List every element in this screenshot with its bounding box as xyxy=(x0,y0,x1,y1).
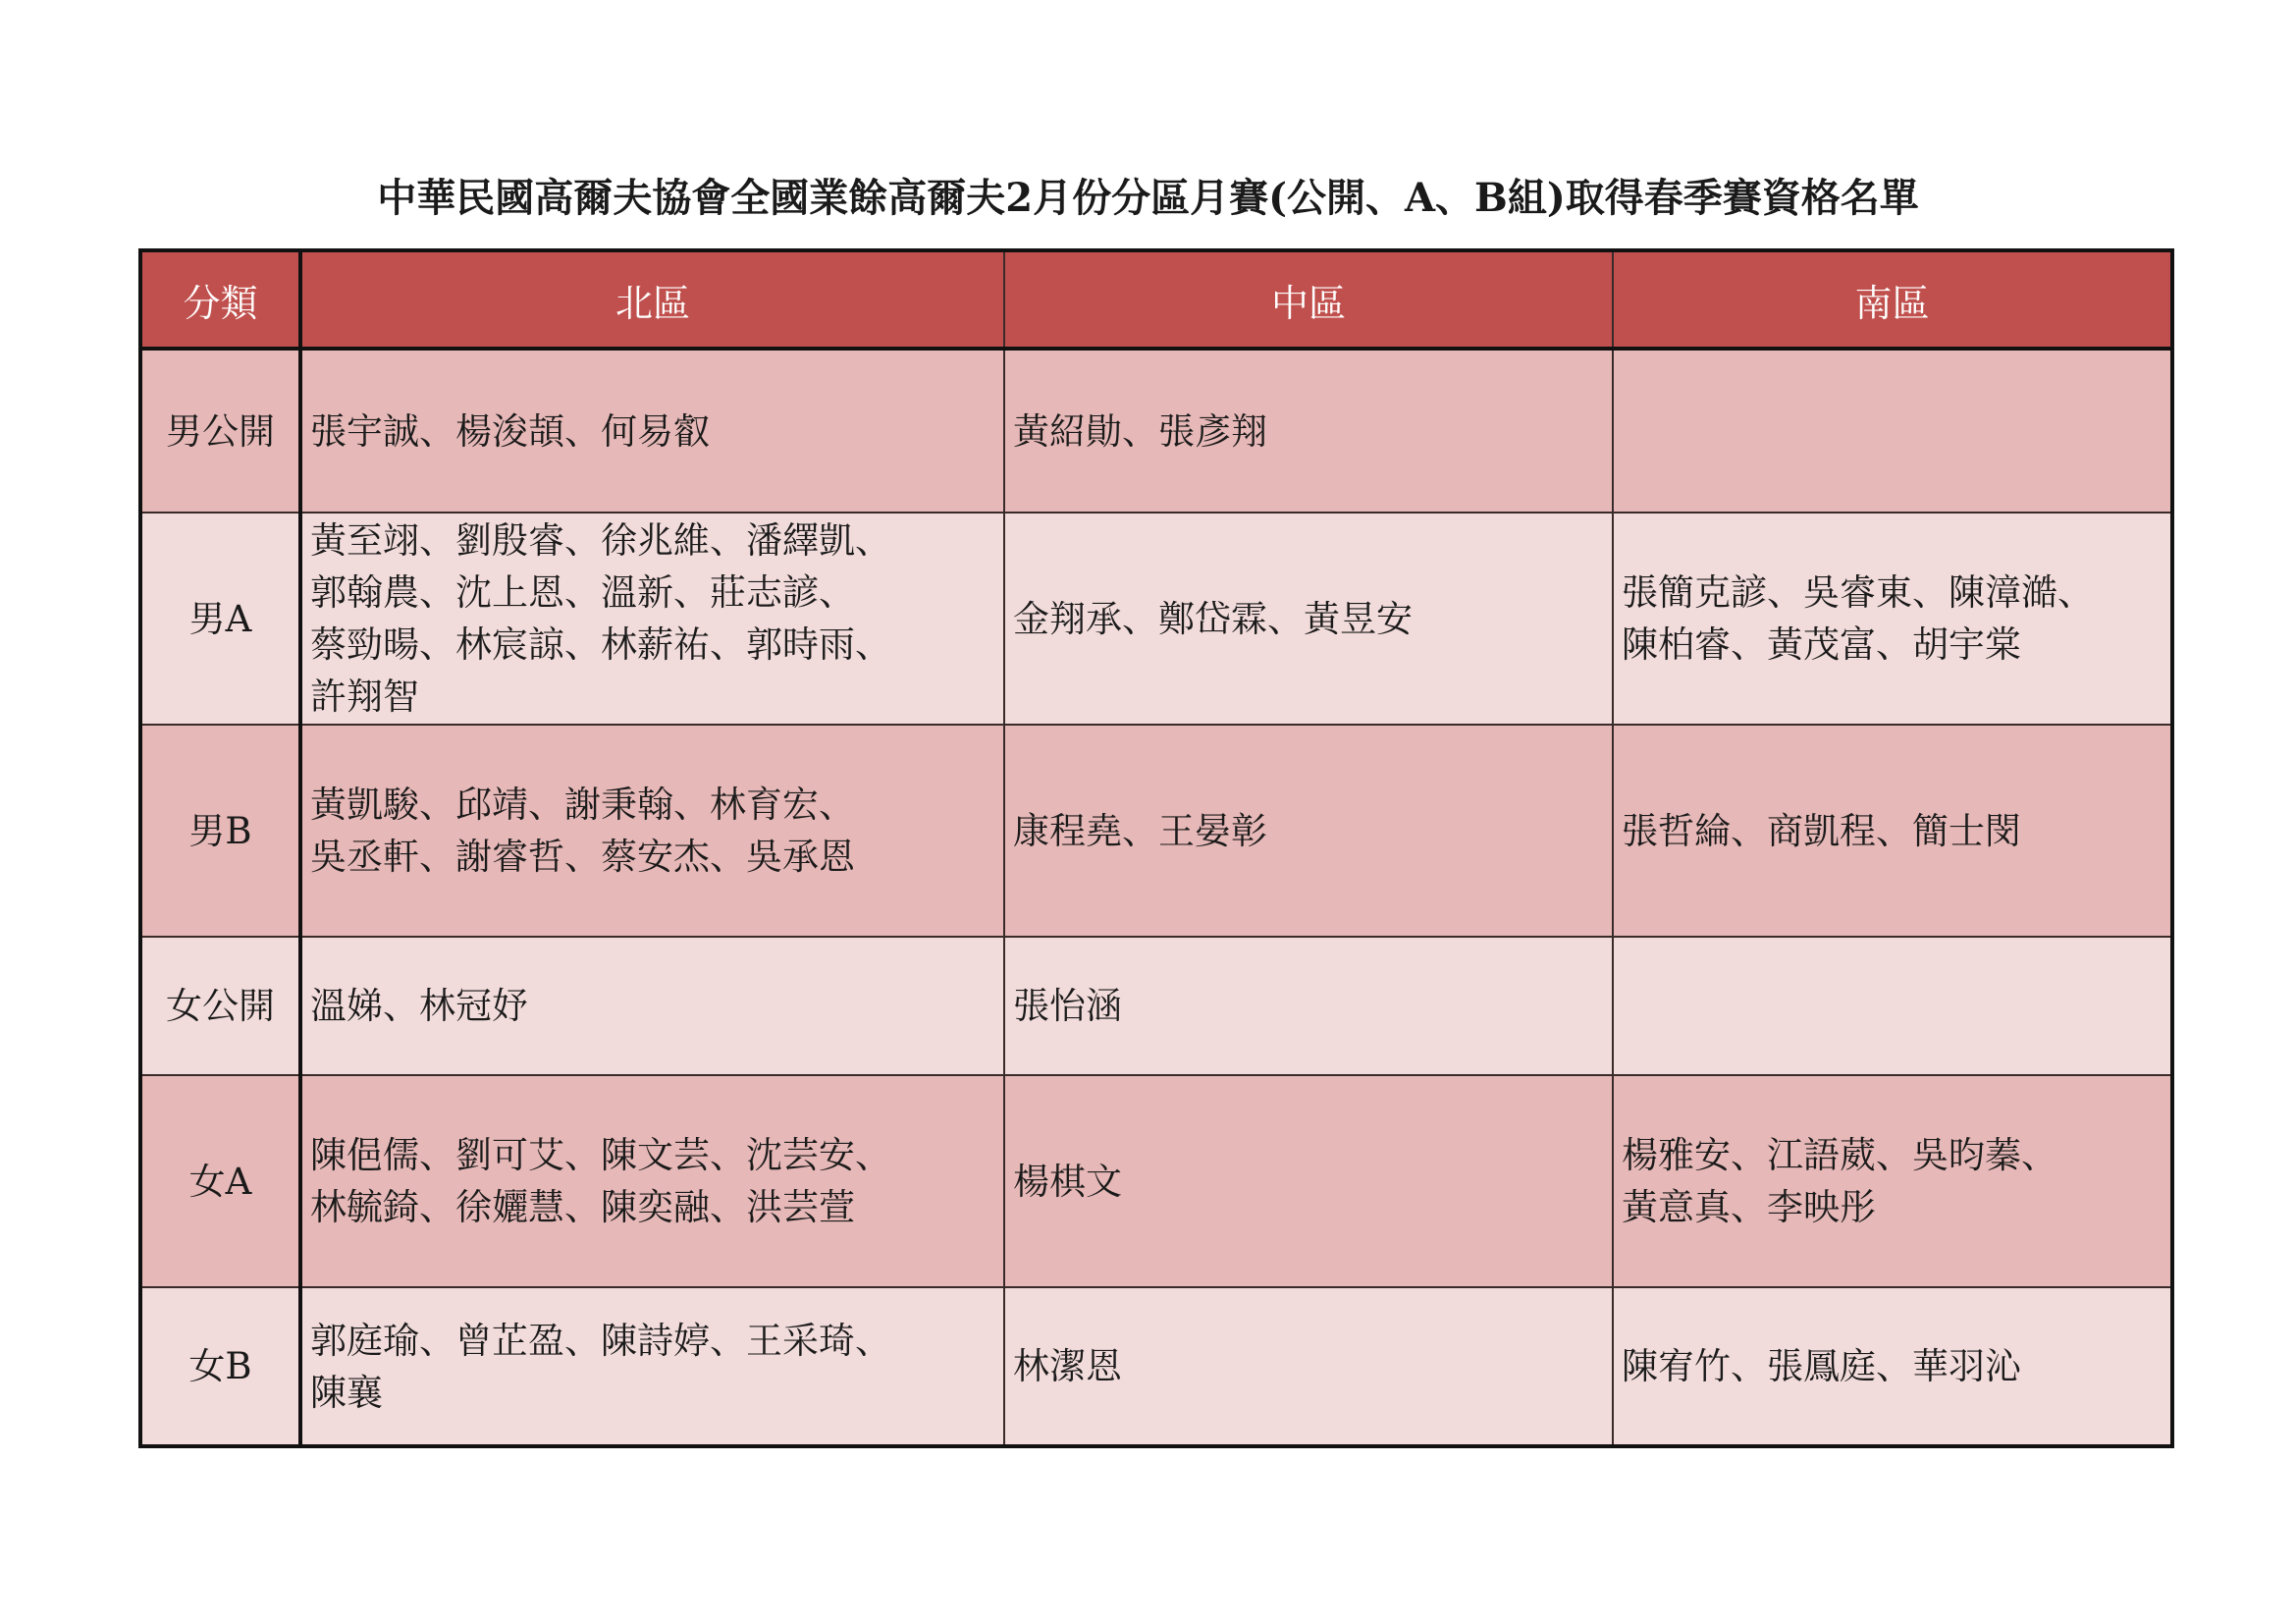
central-cell xyxy=(1004,349,1613,513)
north-names: 溫娣、林冠妤 xyxy=(310,985,528,1027)
central-names: 金翔承、鄭岱霖、黃昱安 xyxy=(1013,597,1413,640)
table-row xyxy=(140,937,2172,1075)
north-names: 郭庭瑜、曾芷盈、陳詩婷、王采琦、 陳襄 xyxy=(310,1319,891,1414)
table-row xyxy=(140,1075,2172,1287)
south-cell xyxy=(1613,1287,2172,1446)
central-names: 康程堯、王晏彰 xyxy=(1013,809,1267,852)
central-cell xyxy=(1004,1075,1613,1287)
category-cell: 男公開 xyxy=(140,349,300,513)
south-names: 楊雅安、江語葳、吳昀蓁、 黃意真、李映彤 xyxy=(1622,1134,2057,1228)
north-cell xyxy=(300,725,1004,937)
category-cell: 女B xyxy=(140,1287,300,1446)
south-names: 張簡克諺、吳睿東、陳漳澔、 陳柏睿、黃茂富、胡宇棠 xyxy=(1622,571,2094,666)
central-names: 黃紹勛、張彥翔 xyxy=(1013,409,1267,453)
header-central: 中區 xyxy=(1004,250,1613,349)
category-cell: 女公開 xyxy=(140,937,300,1075)
south-cell xyxy=(1613,725,2172,937)
north-cell xyxy=(300,1287,1004,1446)
south-cell xyxy=(1613,937,2172,1075)
north-cell xyxy=(300,937,1004,1075)
central-names: 楊棋文 xyxy=(1013,1160,1122,1203)
south-names: 陳宥竹、張鳳庭、華羽沁 xyxy=(1622,1345,2021,1387)
south-names: 張哲綸、商凱程、簡士閔 xyxy=(1622,809,2021,852)
central-cell xyxy=(1004,937,1613,1075)
central-cell xyxy=(1004,1287,1613,1446)
category-cell: 女A xyxy=(140,1075,300,1287)
central-names: 張怡涵 xyxy=(1013,985,1122,1027)
header-category: 分類 xyxy=(140,250,300,349)
table-body xyxy=(140,349,2172,1446)
central-cell xyxy=(1004,513,1613,725)
category-cell: 男B xyxy=(140,725,300,937)
qualification-table xyxy=(138,248,2174,1448)
header-south: 南區 xyxy=(1613,250,2172,349)
south-cell xyxy=(1613,1075,2172,1287)
north-names: 黃至翊、劉殷睿、徐兆維、潘繹凱、 郭翰農、沈上恩、溫新、莊志諺、 蔡勁暘、林宸諒、林薪祐、郭時雨、 許翔智 xyxy=(310,519,891,718)
header-north: 北區 xyxy=(300,250,1004,349)
south-cell xyxy=(1613,513,2172,725)
north-cell xyxy=(300,349,1004,513)
south-cell xyxy=(1613,349,2172,513)
category-cell: 男A xyxy=(140,513,300,725)
central-cell xyxy=(1004,725,1613,937)
table-header xyxy=(140,250,2172,349)
table-row xyxy=(140,349,2172,513)
header-row xyxy=(140,250,2172,349)
table-row xyxy=(140,725,2172,937)
north-cell xyxy=(300,1075,1004,1287)
north-cell xyxy=(300,513,1004,725)
central-names: 林潔恩 xyxy=(1013,1345,1122,1387)
north-names: 黃凱駿、邱靖、謝秉翰、林育宏、 吳丞軒、謝睿哲、蔡安杰、吳承恩 xyxy=(310,784,855,878)
table-row xyxy=(140,1287,2172,1446)
table-row xyxy=(140,513,2172,725)
document-title: 中華民國高爾夫協會全國業餘高爾夫2月份分區月賽(公開、A、B組)取得春季賽資格名單 xyxy=(377,175,1919,221)
north-names: 陳俋儒、劉可艾、陳文芸、沈芸安、 林毓錡、徐孋慧、陳奕融、洪芸萱 xyxy=(310,1134,891,1228)
north-names: 張宇誠、楊浚頡、何易叡 xyxy=(310,409,710,453)
